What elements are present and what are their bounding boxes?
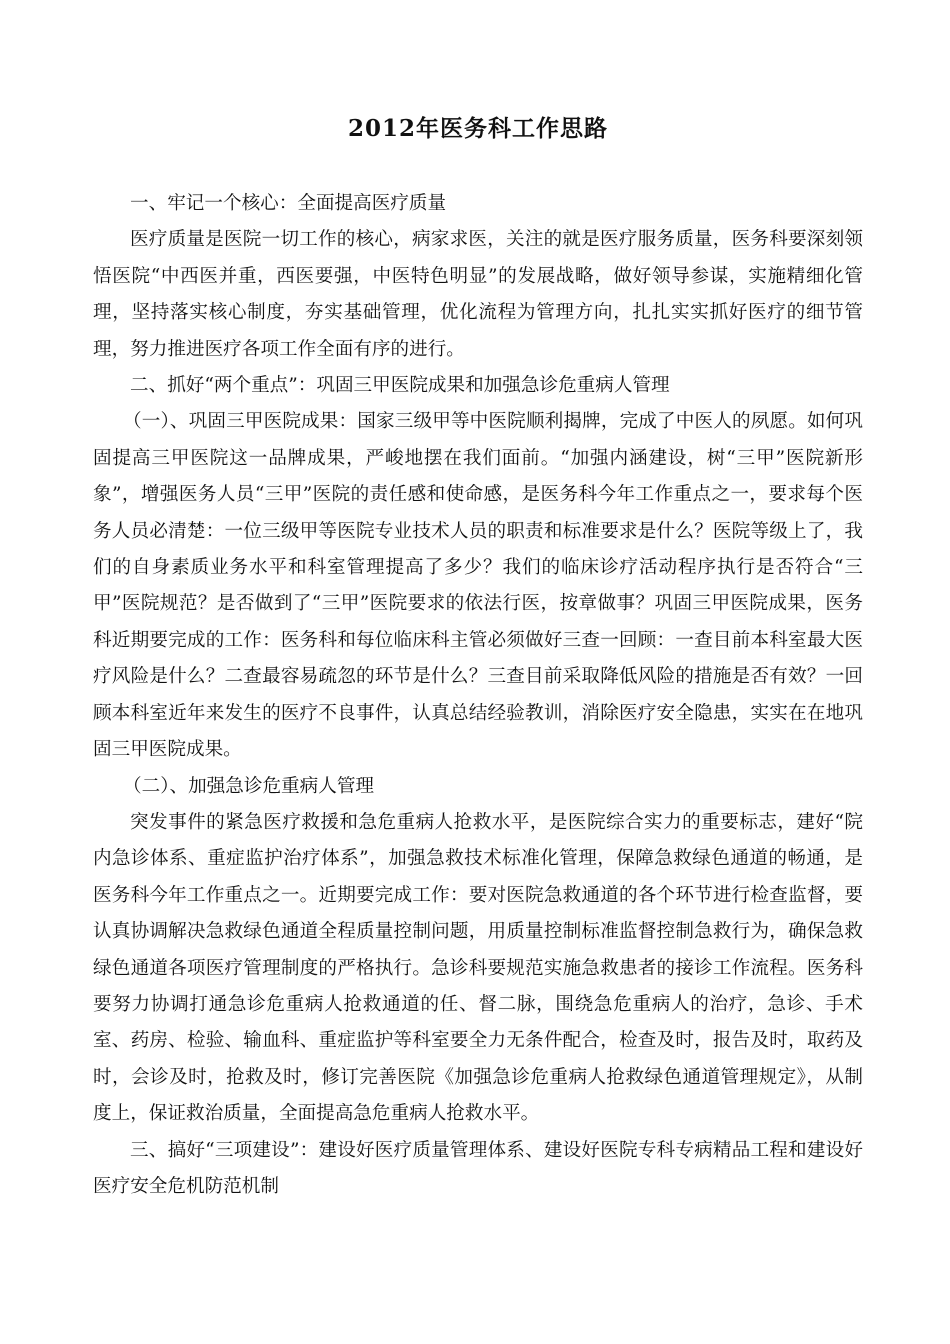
section-heading-3: 三、搞好“三项建设”：建设好医疗质量管理体系、建设好医院专科专病精品工程和建设好医疗安全危机防范机制 (93, 1139, 863, 1197)
document-page (93, 108, 863, 1205)
section-heading-1: 一、牢记一个核心：全面提高医疗质量 (130, 193, 447, 214)
subsection-heading-2: （二）、加强急诊危重病人管理 (123, 775, 375, 797)
body-paragraph-1: 医疗质量是医院一切工作的核心，病家求医，关注的就是医疗服务质量，医务科要深刻领悟医院“中西医并重，西医要强，中医特色明显”的发展战略，做好领导参谋，实施精细化管理，坚持落实核心制度，夯实基础管理，优化流程为管理方向，扎扎实实抓好医疗的细节管理，努力推进医疗各项工作全面有序的进行。 (93, 229, 863, 360)
section-heading-2: 二、抓好“两个重点”：巩固三甲医院成果和加强急诊危重病人管理 (130, 375, 670, 397)
subsection-paragraph-1: （一）、巩固三甲医院成果：国家三级甲等中医院顺利揭牌，完成了中医人的夙愿。如何巩固提高三甲医院这一品牌成果，严峻地摆在我们面前。“加强内涵建设，树“三甲”医院新形象”，增强医务人员“三甲”医院的责任感和使命感，是医务科今年工作重点之一，要求每个医务人员必清楚：一位三级甲等医院专业技术人员的职责和标准要求是什么？医院等级上了，我们的自身素质业务水平和科室管理提高了多少？我们的临床诊疗活动程序执行是否符合“三甲”医院规范？是否做到了“三甲”医院要求的依法行医，按章做事？巩固三甲医院成果，医务科近期要完成的工作：医务科和每位临床科主管必须做好三查一回顾：一查目前本科室最大医疗风险是什么？二查最容易疏忽的环节是什么？三查目前采取降低风险的措施是否有效？一回顾本科室近年来发生的医疗不良事件，认真总结经验教训，消除医疗安全隐患，实实在在地巩固三甲医院成果。 (93, 411, 863, 761)
body-paragraph-2: 突发事件的紧急医疗救援和急危重病人抢救水平，是医院综合实力的重要标志，建好“院内急诊体系、重症监护治疗体系”，加强急救技术标准化管理，保障急救绿色通道的畅通，是医务科今年工作重点之一。近期要完成工作：要对医院急救通道的各个环节进行检查监督，要认真协调解决急救绿色通道全程质量控制问题，用质量控制标准监督控制急救行为，确保急救绿色通道各项医疗管理制度的严格执行。急诊科要规范实施急救患者的接诊工作流程。医务科要努力协调打通急诊危重病人抢救通道的任、督二脉，围绕急危重病人的治疗，急诊、手术室、药房、检验、输血科、重症监护等科室要全力无条件配合，检查及时，报告及时，取药及时，会诊及时，抢救及时，修订完善医院《加强急诊危重病人抢救绿色通道管理规定》，从制度上，保证救治质量，全面提高急危重病人抢救水平。 (93, 811, 863, 1125)
document-title: 2012年医务科工作思路 (347, 115, 608, 142)
